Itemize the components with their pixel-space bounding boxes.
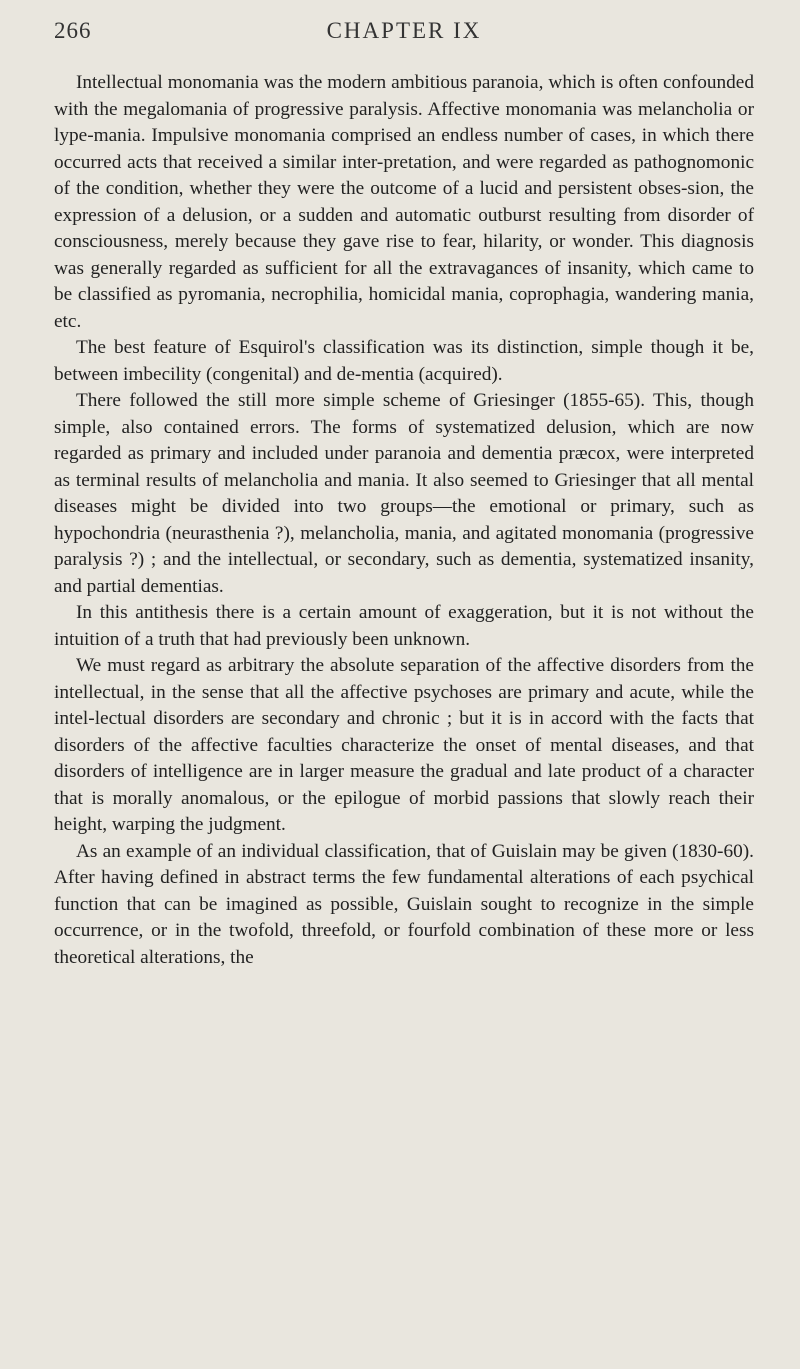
body-text <box>54 70 754 971</box>
paragraph-griesinger: There followed the still more simple scheme of Griesinger (1855-65). This, though simple, also contained errors. The forms of systematized delusion, which are now regarded as primary and included under paranoia and dementia præcox, were interpreted as terminal results of melancholia and mania. It also seemed to Griesinger that all mental diseases might be divided into two groups—the emotional or primary, such as hypochondria (neurasthenia ?), melancholia, mania, and agitated monomania (progressive paralysis ?) ; and the intellectual, or secondary, such as dementia, systematized insanity, and partial dementias. <box>54 390 754 597</box>
paragraph-guislain: As an example of an individual classification, that of Guislain may be given (1830-60). After having defined in abstract terms the few fundamental alterations of each psychical function that can be imagined as possible, Guislain sought to recognize in the simple occurrence, or in the twofold, threefold, or fourfold combination of these more or less theoretical alterations, the <box>54 840 754 968</box>
paragraph-monomania: Intellectual monomania was the modern ambitious paranoia, which is often confounded with the megalomania of progressive paralysis. Affective monomania was melancholia or lype-mania. Impulsive monomania comprised an endless number of cases, in which there occurred acts that received a similar inter-pretation, and were regarded as pathognomonic of the condition, whether they were the outcome of a lucid and persistent obses-sion, the expression of a delusion, or a sudden and automatic outburst resulting from disorder of consciousness, merely because they gave rise to fear, hilarity, or wonder. This diagnosis was generally regarded as sufficient for all the extravagances of insanity, which came to be classified as pyromania, necrophilia, homicidal mania, coprophagia, wandering mania, etc. <box>54 72 754 332</box>
chapter-title: CHAPTER IX <box>326 18 482 43</box>
paragraph-esquirol: The best feature of Esquirol's classification was its distinction, simple though it be, between imbecility (congenital) and de-mentia (acquired). <box>54 337 754 385</box>
paragraph-affective-disorders: We must regard as arbitrary the absolute separation of the affective disorders from the intellectual, in the sense that all the affective psychoses are primary and acute, while the intel-lectual disorders are secondary and chronic ; but it is in accord with the facts that disorders of the affective faculties characterize the onset of mental diseases, and that disorders of intelligence are in larger measure the gradual and late product of a character that is morally anomalous, or the epilogue of morbid passions that slowly reach their height, warping the judgment. <box>54 655 754 835</box>
page-number: 266 <box>54 18 92 43</box>
running-head <box>54 18 754 54</box>
paragraph-antithesis: In this antithesis there is a certain amount of exaggeration, but it is not without the intuition of a truth that had previously been unknown. <box>54 602 754 650</box>
